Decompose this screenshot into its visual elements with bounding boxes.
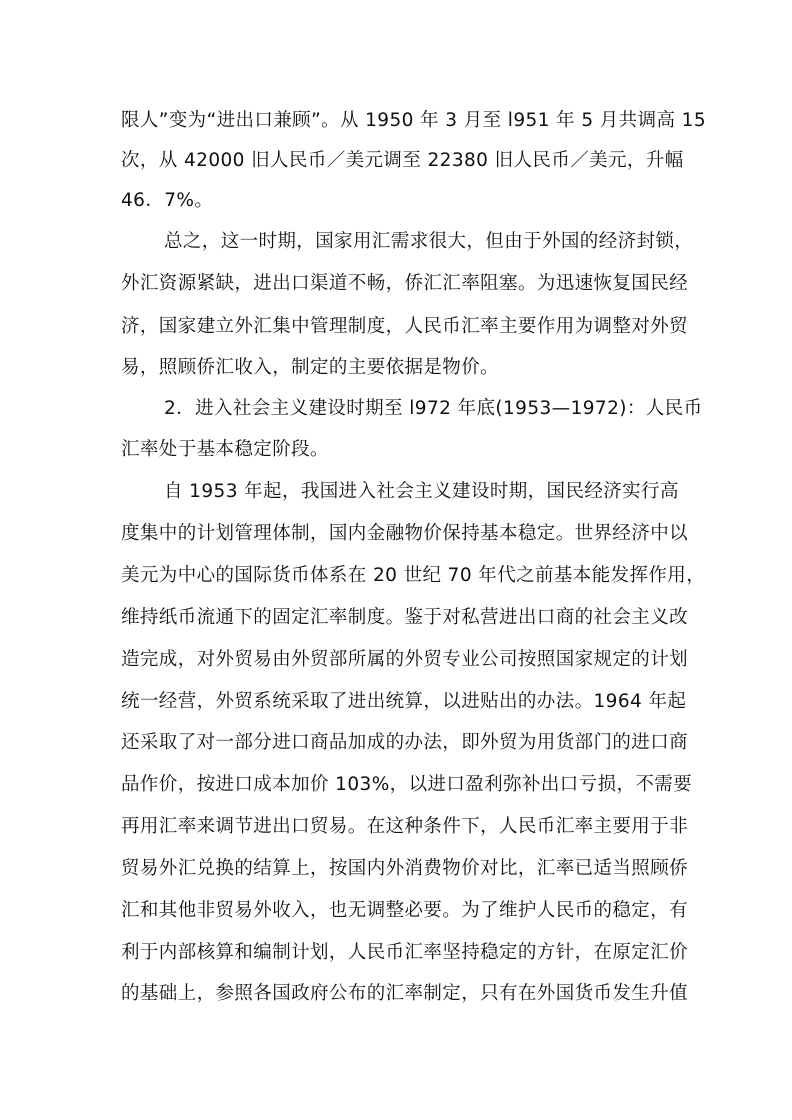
text-line-12: 美元为中心的国际货币体系在 20 世纪 70 年代之前基本能发挥作用， <box>121 565 706 586</box>
text-line-16: 还采取了对一部分进口商品加成的办法，即外贸为用货部门的进口商 <box>121 732 689 753</box>
text-line-7: 易，照顾侨汇收入，制定的主要依据是物价。 <box>121 357 500 378</box>
text-line-21: 利于内部核算和编制计划，人民币汇率坚持稳定的方针，在原定汇价 <box>121 942 689 963</box>
text-line-22: 的基础上，参照各国政府公布的汇率制定，只有在外国货币发生升值 <box>121 983 689 1004</box>
text-line-1: 限人”变为“进出口兼顾”。从 1950 年 3 月至 l951 年 5 月共调高 15 <box>121 110 706 131</box>
text-line-17: 品作价，按进口成本加价 103%，以进口盈利弥补出口亏损，不需要 <box>121 774 693 795</box>
section-heading-line-2: 汇率处于基本稳定阶段。 <box>121 439 329 460</box>
text-line-3: 46．7%。 <box>121 190 214 211</box>
text-line-18: 再用汇率来调节进出口贸易。在这种条件下，人民币汇率主要用于非 <box>121 816 689 837</box>
text-line-5: 外汇资源紧缺，进出口渠道不畅，侨汇汇率阻塞。为迅速恢复国民经 <box>121 273 689 294</box>
text-line-11: 度集中的计划管理体制，国内金融物价保持基本稳定。世界经济中以 <box>121 523 689 544</box>
text-line-4: 总之，这一时期，国家用汇需求很大，但由于外国的经济封锁， <box>164 231 694 252</box>
text-line-13: 维持纸币流通下的固定汇率制度。鉴于对私营进出口商的社会主义改 <box>121 607 689 628</box>
text-line-2: 次，从 42000 旧人民币／美元调至 22380 旧人民币／美元，升幅 <box>121 150 684 171</box>
text-line-10: 自 1953 年起，我国进入社会主义建设时期，国民经济实行高 <box>164 481 679 502</box>
text-line-20: 汇和其他非贸易外收入，也无调整必要。为了维护人民币的稳定，有 <box>121 900 689 921</box>
text-line-6: 济，国家建立外汇集中管理制度，人民币汇率主要作用为调整对外贸 <box>121 316 689 337</box>
text-line-14: 造完成，对外贸易由外贸部所属的外贸专业公司按照国家规定的计划 <box>121 649 689 670</box>
text-line-19: 贸易外汇兑换的结算上，按国内外消费物价对比，汇率已适当照顾侨 <box>121 858 689 879</box>
section-heading-line-1: 2．进入社会主义建设时期至 l972 年底(1953—1972)：人民币 <box>164 398 703 419</box>
text-line-15: 统一经营，外贸系统采取了进出统算，以进贴出的办法。1964 年起 <box>121 691 687 712</box>
